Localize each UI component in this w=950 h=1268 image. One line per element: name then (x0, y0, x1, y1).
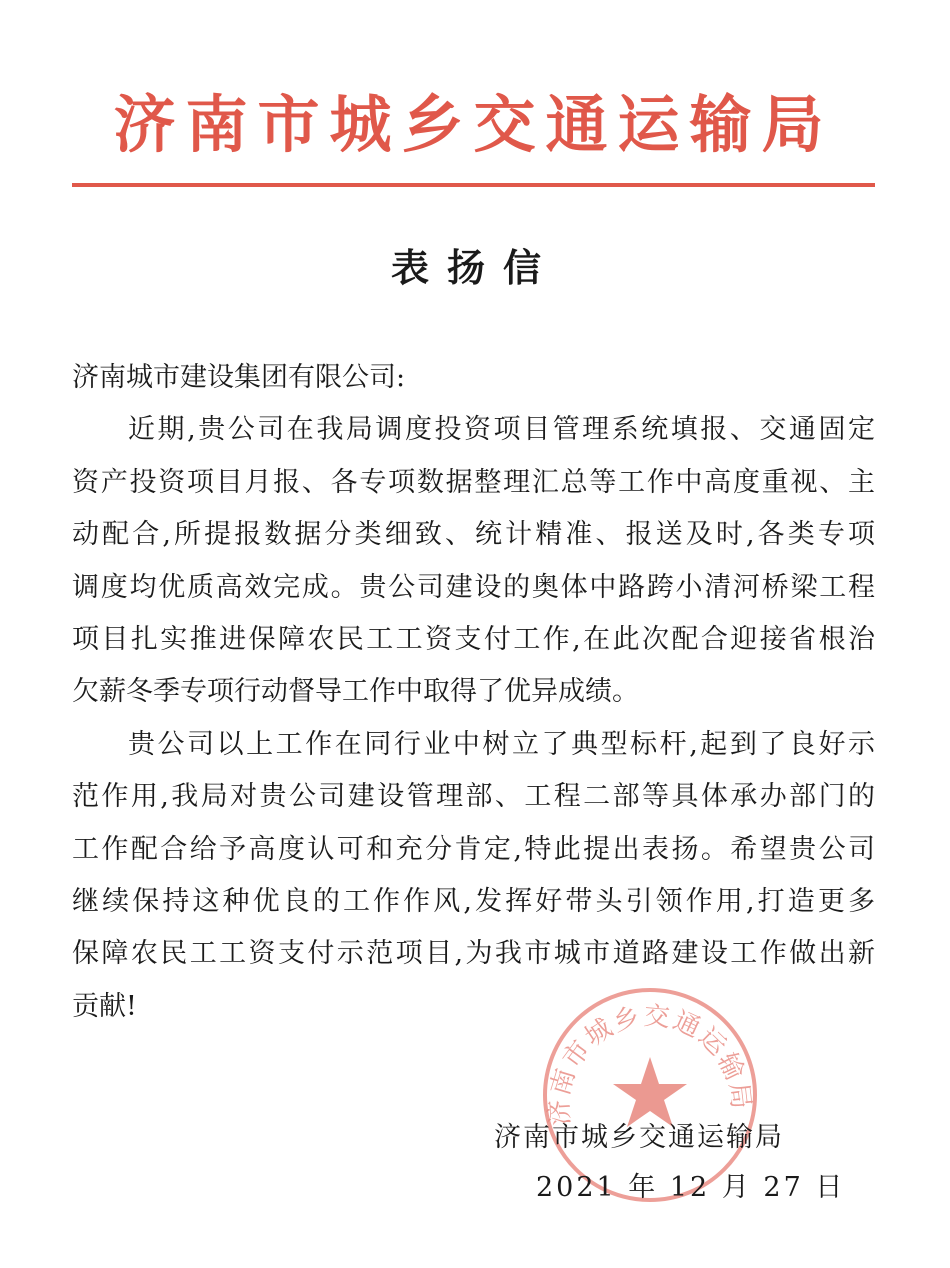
paragraph-line: 范作用,我局对贵公司建设管理部、工程二部等具体承办部门的 (72, 781, 875, 813)
paragraph-line: 继续保持这种优良的工作作风,发挥好带头引领作用,打造更多 (72, 885, 875, 917)
letterhead-divider (72, 183, 875, 187)
paragraph-line: 贵公司以上工作在同行业中树立了典型标杆,起到了良好示 (128, 728, 875, 760)
paragraph-line: 调度均优质高效完成。贵公司建设的奥体中路跨小清河桥梁工程 (72, 571, 875, 603)
paragraph-line: 保障农民工工资支付示范项目,为我市城市道路建设工作做出新 (72, 938, 875, 970)
letter-body (72, 358, 875, 1039)
paragraph-line: 项目扎实推进保障农民工工资支付工作,在此次配合迎接省根治 (72, 623, 875, 655)
letterhead-title: 济南市城乡交通运输局 (113, 88, 834, 161)
paragraph-line: 动配合,所提报数据分类细致、统计精准、报送及时,各类专项 (72, 519, 875, 551)
paragraph-line: 资产投资项目月报、各专项数据整理汇总等工作中高度重视、主 (72, 466, 875, 498)
star-icon (613, 1057, 687, 1127)
paragraph-line: 贡献! (72, 990, 137, 1022)
paragraph-line: 工作配合给予高度认可和充分肯定,特此提出表扬。希望贵公司 (72, 833, 875, 865)
signature-date: 2021 年 12 月 27 日 (536, 1172, 846, 1203)
paragraph-line: 近期,贵公司在我局调度投资项目管理系统填报、交通固定 (128, 414, 875, 446)
salutation: 济南城市建设集团有限公司: (72, 362, 406, 393)
paragraph-line: 欠薪冬季专项行动督导工作中取得了优异成绩。 (72, 676, 639, 708)
seal-text: 济南市城乡交通运输局 (544, 1001, 756, 1127)
signature-organization: 济南市城乡交通运输局 (494, 1122, 784, 1153)
document-title: 表扬信 (390, 245, 559, 290)
